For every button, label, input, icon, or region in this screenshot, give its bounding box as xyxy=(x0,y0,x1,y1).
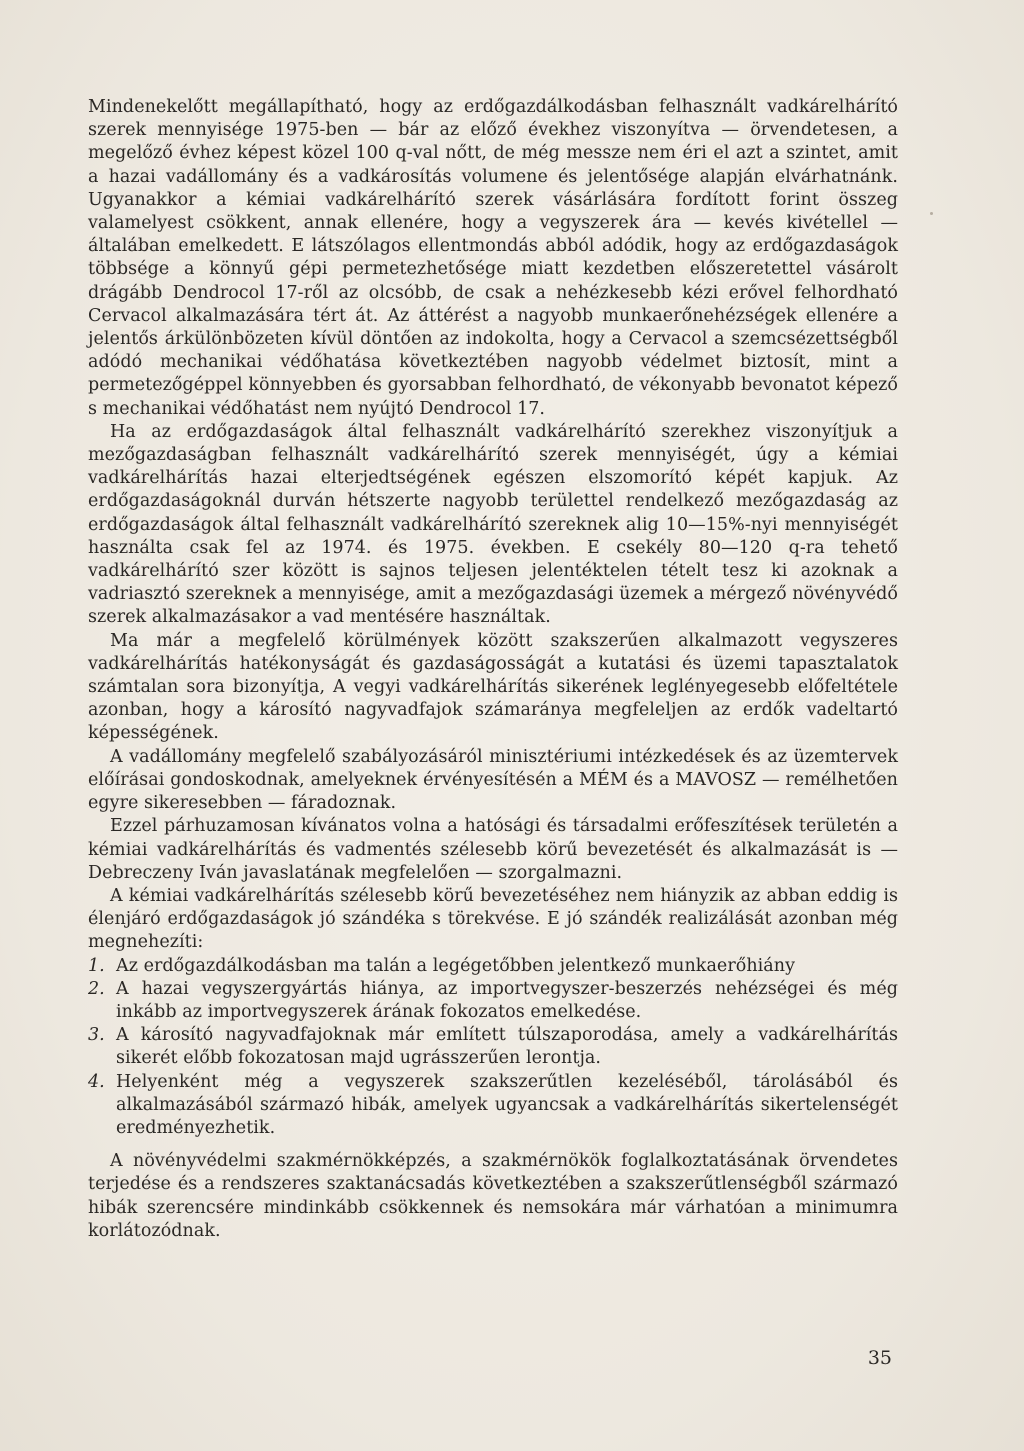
list-text: A károsító nagyvadfajoknak már említett túlszaporodása, amely a vadkárelhárítás sikerét előbb fokozatosan majd ugrásszerűen lerontja. xyxy=(116,1025,898,1069)
list-item xyxy=(88,1071,898,1141)
list-item xyxy=(88,955,898,978)
paragraph-6: A kémiai vadkárelhárítás szélesebb körű bevezetéséhez nem hiányzik az abban eddig is élenjáró erdőgazdaságok jó szándéka s törekvése. E jó szándék realizálását azonban még megnehezíti: xyxy=(88,885,898,953)
list-text: Helyenként még a vegyszerek szakszerűtlen kezeléséből, tárolásából és alkalmazásából származó hibák, amelyek ugyancsak a vadkárelhárítás sikertelenségét eredményezhetik. xyxy=(116,1071,898,1138)
section-spacer xyxy=(88,1140,898,1150)
paragraph-5: Ezzel párhuzamosan kívánatos volna a hatósági és társadalmi erőfeszítések területén a kémiai vadkárelhárítás és vadmentés szélesebb körű bevezetését és alkalmazását is — Debreczeny Iván javaslatának megfelelően — szorgalmazni. xyxy=(88,816,898,883)
list-text: A hazai vegyszergyártás hiánya, az importvegyszer-beszerzés nehézségei és még inkább az importvegyszerek árának fokozatos emelkedése. xyxy=(116,978,898,1022)
numbered-list xyxy=(88,955,898,1141)
list-text: Az erdőgazdálkodásban ma talán a legégetőbben jelentkező munkaerőhiány xyxy=(116,955,796,976)
paragraph-4: A vadállomány megfelelő szabályozásáról minisztériumi intézkedések és az üzemtervek előírásai gondoskodnak, amelyeknek érvényesítésén a MÉM és a MAVOSZ — remélhetően egyre sikeresebben — fáradoznak. xyxy=(88,746,898,814)
list-number: 2. xyxy=(88,978,105,999)
list-item xyxy=(88,1024,898,1070)
closing-paragraph: A növényvédelmi szakmérnökképzés, a szakmérnökök foglalkoztatásának örvendetes terjedése és a rendszeres szaktanácsadás következtében a szakszerűtlenségből származó hibák szerencsére mindinkább csökkennek és nemsokára már várhatóan a minimumra korlátozódnak. xyxy=(88,1151,898,1241)
page-number: 35 xyxy=(867,1347,892,1369)
margin-speck xyxy=(930,212,933,215)
paragraph-2: Ha az erdőgazdaságok által felhasznált vadkárelhárító szerekhez viszonyítjuk a mezőgazdaságban felhasznált vadkárelhárító szerek mennyiségét, úgy a kémiai vadkárelhárítás hazai elterjedtségének egészen elszomorító képét kapjuk. Az erdőgazdaságoknál durván hétszerte nagyobb területtel rendelkező mezőgazdaság az erdőgazdaságok által felhasznált vadkárelhárító szereknek alig 10—15%-nyi mennyiségét használta csak fel az 1974. és 1975. években. E csekély 80—120 q-ra tehető vadkárelhárító szer között is sajnos teljesen jelentéktelen tételt tesz ki azoknak a vadriasztó szereknek a mennyisége, amit a mezőgazdasági üzemek a mérgező növényvédő szerek alkalmazásakor a vad mentésére használtak. xyxy=(88,421,898,628)
paragraph-1: Mindenekelőtt megállapítható, hogy az erdőgazdálkodásban felhasznált vadkárelhárító szerek mennyisége 1975-ben — bár az előző évekhez viszonyítva — örvendetesen, a megelőző évhez képest közel 100 q-val nőtt, de még messze nem éri el azt a szintet, amit a hazai vadállomány és a vadkárosítás volumene és jelentősége alapján elvárhatnánk. Ugyanakkor a kémiai vadkárelhárító szerek vásárlására fordított forint összeg valamelyest csökkent, annak ellenére, hogy a vegyszerek ára — kevés kivétellel — általában emelkedett. E látszólagos ellentmondás abból adódik, hogy az erdőgazdaságok többsége a könnyű gépi permetezhetősége miatt kezdetben előszeretettel vásárolt drágább Dendrocol 17-ről az olcsóbb, de csak a nehézkesebb kézi erővel felhordható Cervacol alkalmazására tért át. Az áttérést a nagyobb munkaerőnehézségek ellenére a jelentős árkülönbözeten kívül döntően az indokolta, hogy a Cervacol a szemcsézettségből adódó mechanikai védőhatása következtében nagyobb védelmet biztosít, mint a permetezőgéppel könnyebben és gyorsabban felhordható, de vékonyabb bevonatot képező s mechanikai védőhatást nem nyújtó Dendrocol 17. xyxy=(88,97,898,419)
list-number: 4. xyxy=(88,1071,105,1092)
body-text xyxy=(88,96,898,1243)
paragraph-3: Ma már a megfelelő körülmények között szakszerűen alkalmazott vegyszeres vadkárelhárítás hatékonyságát és gazdaságosságát a kutatási és üzemi tapasztalatok számtalan sora bizonyítja, A vegyi vadkárelhárítás sikerének leglényegesebb előfeltétele azonban, hogy a károsító nagyvadfajok számaránya megfeleljen az erdők vadeltartó képességének. xyxy=(88,630,898,744)
list-number: 1. xyxy=(88,955,105,976)
list-number: 3. xyxy=(88,1025,105,1046)
list-item xyxy=(88,978,898,1024)
